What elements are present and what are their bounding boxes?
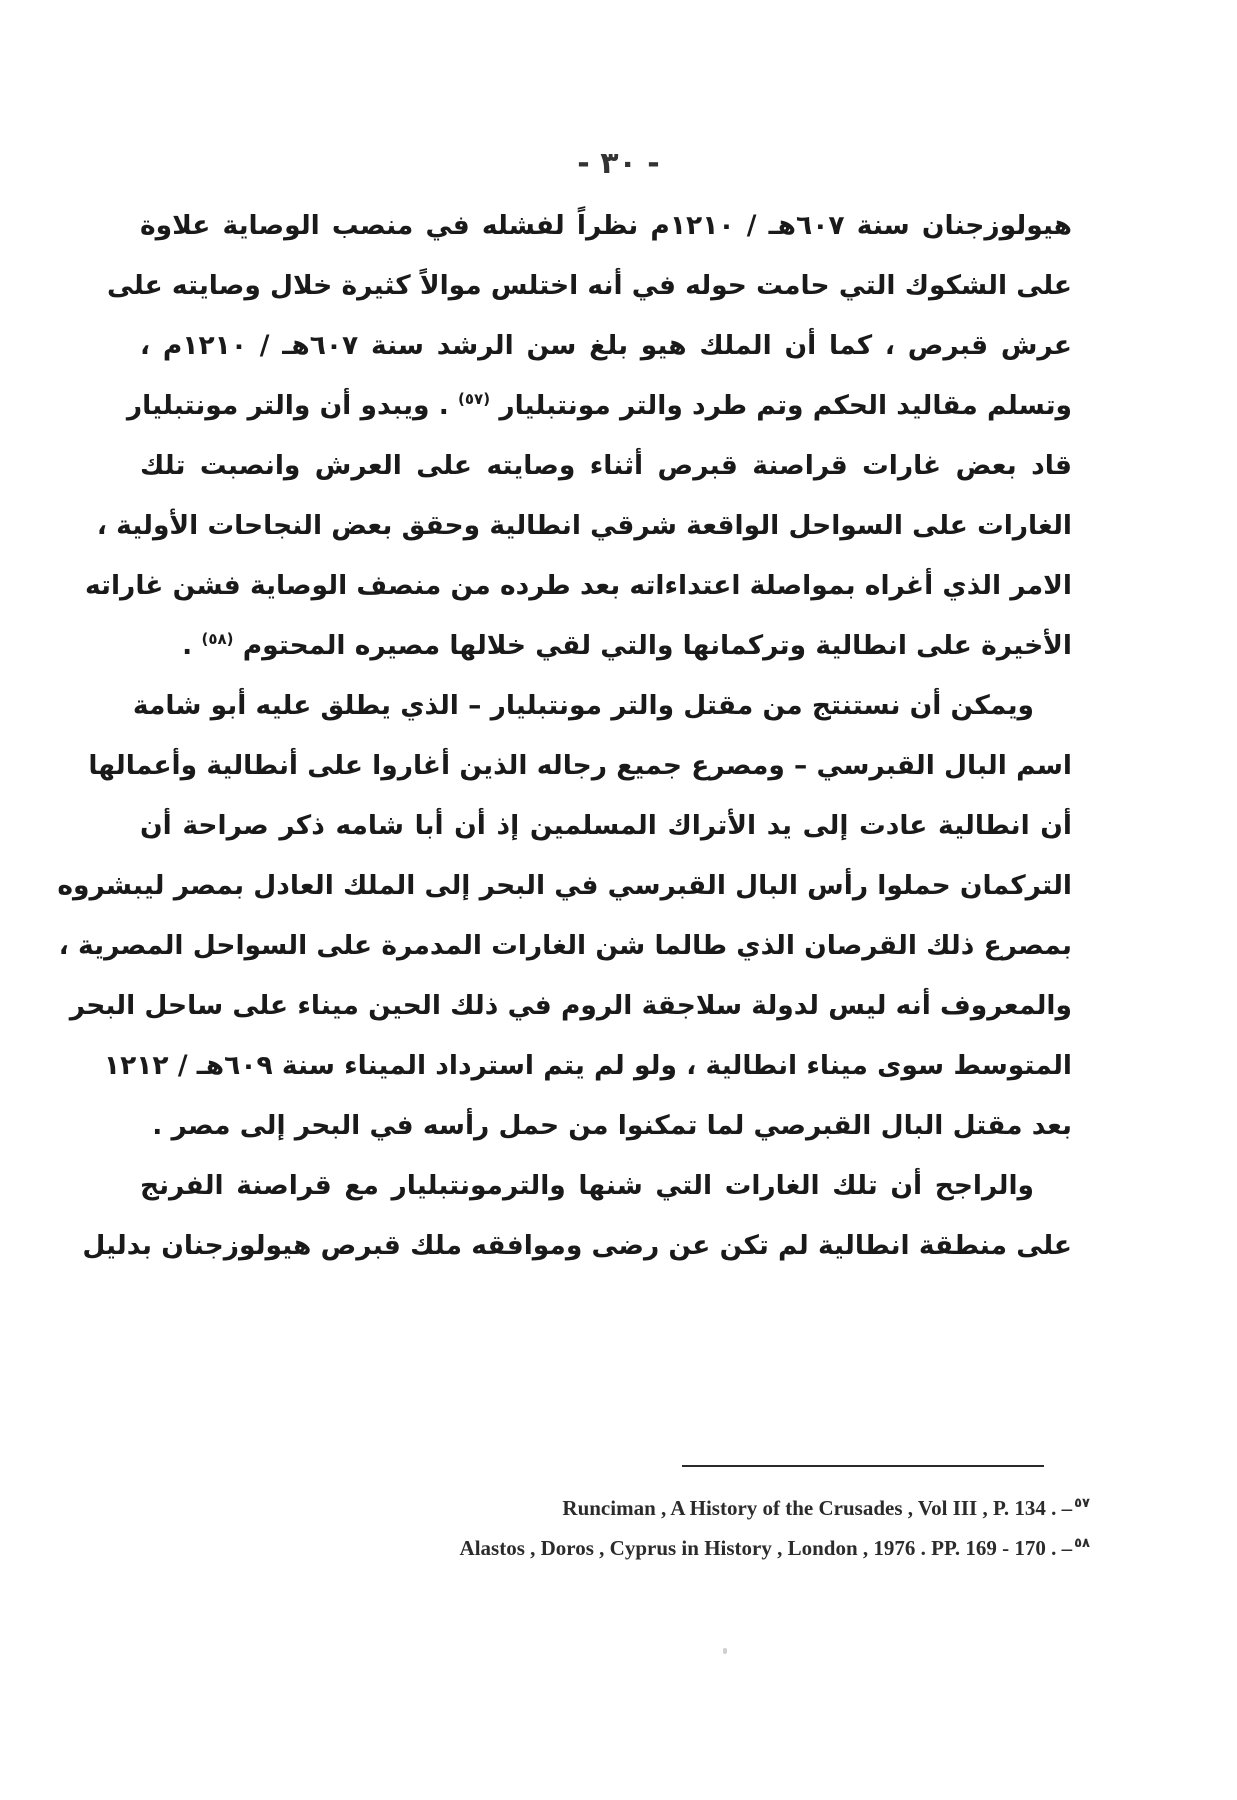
text-line: ويمكن أن نستنتج من مقتل والتر مونتبليار – الذي يطلق عليه أبو شامة [132, 690, 1034, 721]
text-line: اسم البال القبرسي – ومصرع جميع رجاله الذين أغاروا على أنطالية وأعمالها [88, 750, 1072, 781]
text-line [140, 616, 1072, 676]
text-line: هيولوزجنان سنة ٦٠٧هـ / ١٢١٠م نظراً لفشله في منصب الوصاية علاوة [140, 210, 1073, 241]
text-line: الغارات على السواحل الواقعة شرقي انطالية وحقق بعض النجاحات الأولية ، [96, 510, 1072, 541]
footnote-number: ٥٨ [1074, 1536, 1090, 1551]
text-segment: . [182, 630, 193, 661]
page-number: - ٣٠ - [577, 146, 660, 181]
text-line: والمعروف أنه ليس لدولة سلاجقة الروم في ذلك الحين ميناء على ساحل البحر [69, 990, 1072, 1021]
text-line: قاد بعض غارات قراصنة قبرص أثناء وصايته على العرش وانصبت تلك [140, 450, 1072, 481]
text-line: على الشكوك التي حامت حوله في أنه اختلس موالاً كثيرة خلال وصايته على [106, 270, 1072, 301]
text-line: الامر الذي أغراه بمواصلة اعتداءاته بعد طرده من منصف الوصاية فشن غاراته [84, 570, 1072, 601]
text-segment: . ويبدو أن والتر مونتبليار [126, 390, 449, 421]
body-text [57, 196, 1073, 1276]
footnote-ref-57: (٥٧) [458, 390, 491, 409]
text-line: على منطقة انطالية لم تكن عن رضى وموافقه ملك قبرص هيولوزجنان بدليل [82, 1230, 1072, 1261]
footnote-58 [200, 1528, 1090, 1568]
text-line: والراجح أن تلك الغارات التي شنها والترمونتبليار مع قراصنة الفرنج [140, 1170, 1034, 1201]
footnote-dash: – [1061, 1536, 1073, 1560]
footnote-text: Runciman , A History of the Crusades , Vol III , P. 134 . [562, 1496, 1057, 1520]
scan-speck [723, 1648, 727, 1654]
text-line: بعد مقتل البال القبرصي لما تمكنوا من حمل رأسه في البحر إلى مصر . [152, 1110, 1072, 1141]
footnote-57 [200, 1488, 1090, 1528]
text-line: التركمان حملوا رأس البال القبرسي في البحر إلى الملك العادل بمصر ليبشروه [57, 870, 1072, 901]
footnote-number: ٥٧ [1074, 1496, 1090, 1511]
text-line: المتوسط سوى ميناء انطالية ، ولو لم يتم استرداد الميناء سنة ٦٠٩هـ / ١٢١٢ [103, 1050, 1072, 1081]
text-line: بمصرع ذلك القرصان الذي طالما شن الغارات المدمرة على السواحل المصرية ، [58, 930, 1072, 961]
text-line: عرش قبرص ، كما أن الملك هيو بلغ سن الرشد سنة ٦٠٧هـ / ١٢١٠م ، [140, 330, 1073, 361]
text-line: أن انطالية عادت إلى يد الأتراك المسلمين إذ أن أبا شامه ذكر صراحة أن [140, 810, 1072, 841]
text-segment: وتسلم مقاليد الحكم وتم طرد والتر مونتبليار [499, 390, 1072, 421]
footnote-separator [682, 1465, 1044, 1467]
text-segment: الأخيرة على انطالية وتركمانها والتي لقي خلالها مصيره المحتوم [242, 630, 1072, 661]
footnotes [200, 1488, 1090, 1568]
footnote-text: Alastos , Doros , Cyprus in History , London , 1976 . PP. 169 - 170 . [459, 1536, 1057, 1560]
footnote-ref-58: (٥٨) [201, 630, 234, 649]
text-line [126, 376, 1072, 436]
footnote-dash: – [1061, 1496, 1073, 1520]
